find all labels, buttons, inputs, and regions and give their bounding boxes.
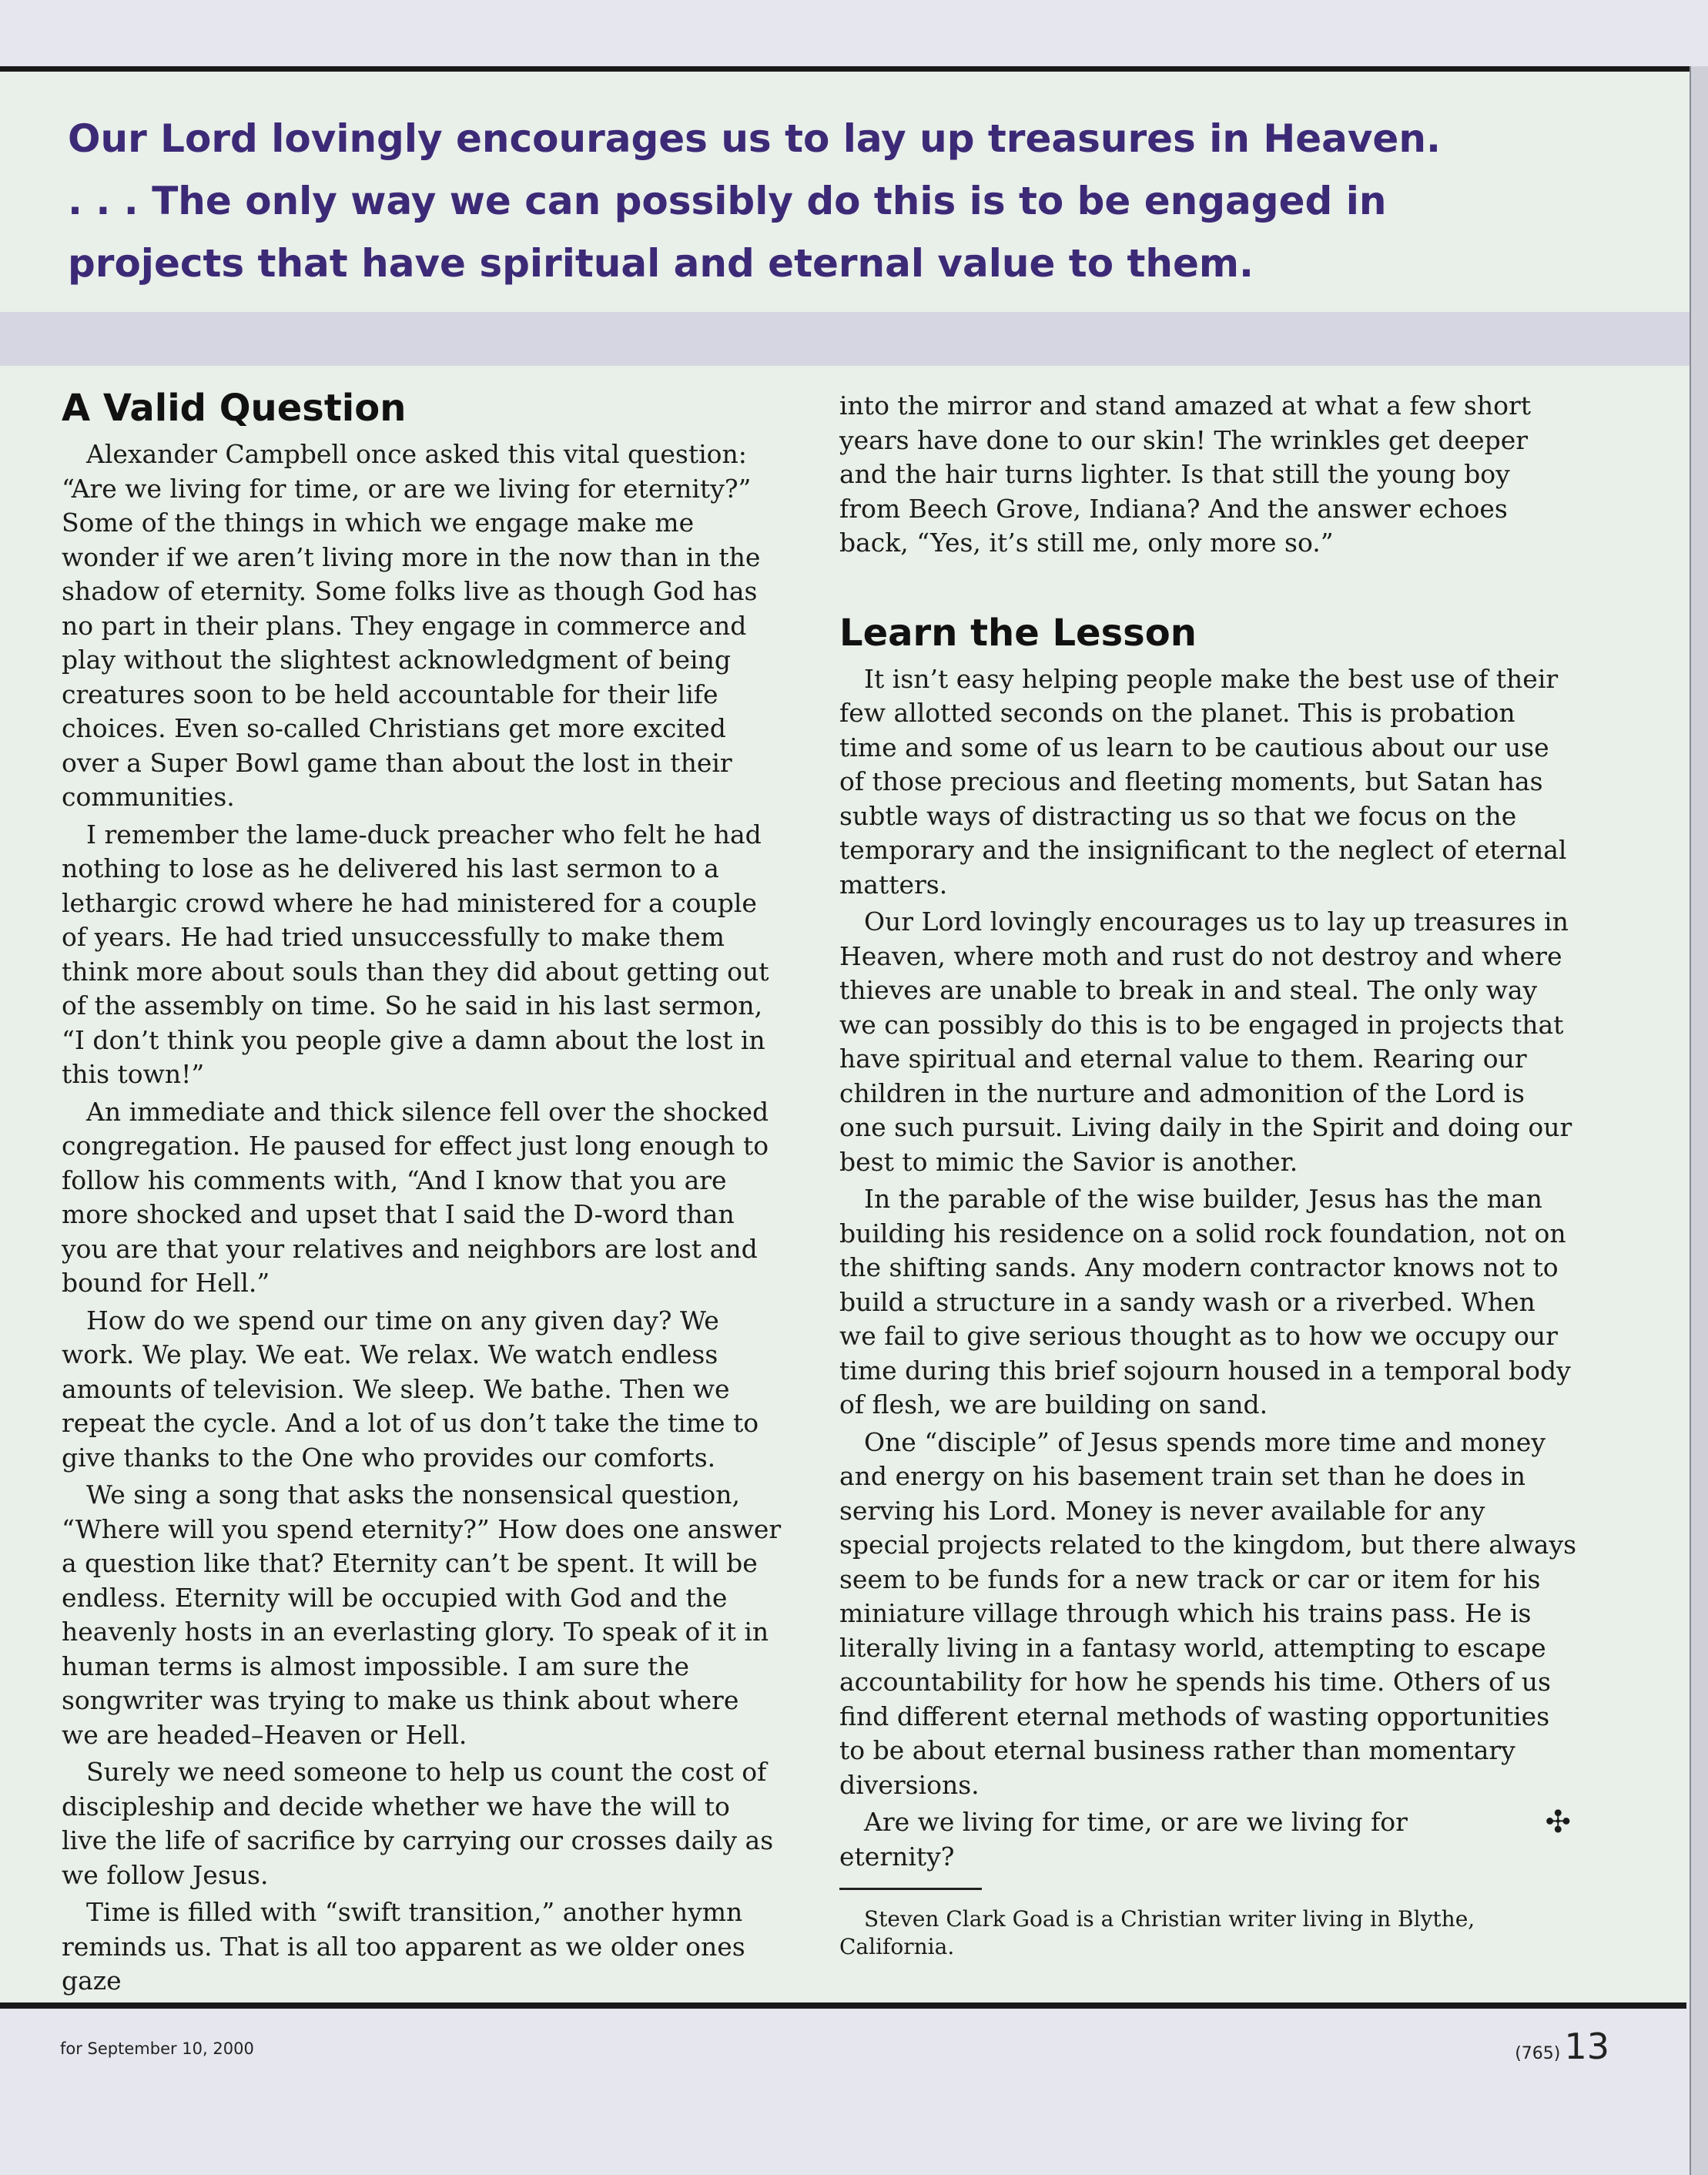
section-heading: A Valid Question bbox=[62, 387, 407, 430]
bio-divider bbox=[839, 1888, 982, 1890]
body-paragraph: We sing a song that asks the nonsensical question, “Where will you spend eternity?” How does one answer a question like that? Eternity can’t be spent. It will be endless. Eternity will be occupied with God and the heavenly hosts in an everlasting glory. To speak of it in human terms is almost impossible. I am sure the songwriter was trying to make us think about where we are headed–Heaven or Hell. bbox=[62, 1480, 782, 1750]
page-footer-number bbox=[1515, 2026, 1609, 2067]
body-paragraph: Alexander Campbell once asked this vital question: “Are we living for time, or are we living for eternity?” Some of the things in which we engage make me wonder if we aren’t living more in the now than in the shadow of eternity. Some folks live as though God has no part in their plans. They engage in commerce and play without the slightest acknowledgment of being creatures soon to be held accountable for their life choices. Even so-called Christians get more excited over a Super Bowl game than about the lost in their communities. bbox=[62, 439, 761, 812]
section-spacer bbox=[839, 564, 1579, 610]
section-heading: Learn the Lesson bbox=[839, 611, 1197, 655]
page-edge bbox=[1690, 66, 1708, 2175]
pull-quote-line: Our Lord lovingly encourages us to lay up treasures in Heaven. bbox=[68, 116, 1441, 161]
page-number: 13 bbox=[1564, 2026, 1609, 2067]
continued-paragraph: into the mirror and stand amazed at what a few short years have done to our skin! The wrinkles get deeper and the hair turns lighter. Is that still the young boy from Beech Grove, Indiana? And the answer echoes back, “Yes, it’s still me, only more so.” bbox=[839, 390, 1532, 558]
right-column bbox=[839, 389, 1579, 1964]
issue-date: for September 10, 2000 bbox=[60, 2039, 254, 2058]
issue-code: (765) bbox=[1515, 2044, 1561, 2063]
pull-quote-line: projects that have spiritual and eternal value to them. bbox=[68, 241, 1254, 286]
left-column bbox=[62, 385, 782, 2002]
body-paragraph: Surely we need someone to help us count the cost of discipleship and decide whether we have the will to live the life of sacrifice by carrying our crosses daily as we follow Jesus. bbox=[62, 1757, 774, 1890]
body-paragraph: It isn’t easy helping people make the best use of their few allotted seconds on the planet. This is probation time and some of us learn to be cautious about our use of those precious and fleeting moments, but Satan has subtle ways of distracting us so that we focus on the temporary and the insignificant to the neglect of eternal matters. bbox=[839, 663, 1567, 900]
closing-paragraph bbox=[839, 1805, 1579, 1874]
body-paragraph: Time is filled with “swift transition,” another hymn reminds us. That is all too apparent as we older ones gaze bbox=[62, 1897, 745, 1996]
decorative-band bbox=[0, 312, 1691, 366]
body-paragraph: I remember the lame-duck preacher who felt he had nothing to lose as he delivered his last sermon to a lethargic crowd where he had ministered for a couple of years. He had tried unsuccessfully to make them think more about souls than they did about getting out of the assembly on time. So he said in his last sermon, “I don’t think you people give a damn about the lost in this town!” bbox=[62, 819, 769, 1089]
body-paragraph: Our Lord lovingly encourages us to lay up treasures in Heaven, where moth and rust do not destroy and where thieves are unable to break in and steal. The only way we can possibly do this is to be engaged in projects that have spiritual and eternal value to them. Rearing our children in the nurture and admonition of the Lord is one such pursuit. Living daily in the Spirit and doing our best to mimic the Savior is another. bbox=[839, 907, 1572, 1177]
top-rule bbox=[0, 66, 1708, 72]
closing-text: Are we living for time, or are we living for eternity? bbox=[839, 1807, 1408, 1872]
end-mark-icon: ✣ bbox=[1545, 1805, 1571, 1840]
author-bio: Steven Clark Goad is a Christian writer living in Blythe, California. bbox=[839, 1906, 1475, 1959]
pull-quote bbox=[68, 108, 1608, 295]
body-paragraph: One “disciple” of Jesus spends more time and money and energy on his basement train set than he does in serving his Lord. Money is never available for any special projects related to the kingdom, but there always seem to be funds for a new track or car or item for his miniature village through which his trains pass. He is literally living in a fantasy world, attempting to escape accountability for how he spends his time. Others of us find different eternal methods of wasting opportunities to be about eternal business rather than momentary diversions. bbox=[839, 1426, 1577, 1800]
pull-quote-line: . . . The only way we can possibly do this is to be engaged in bbox=[68, 179, 1387, 223]
body-paragraph: An immediate and thick silence fell over the shocked congregation. He paused for effect just long enough to follow his comments with, “And I know that you are more shocked and upset that I said the D-word than you are that your relatives and neighbors are lost and bound for Hell.” bbox=[62, 1096, 769, 1298]
bottom-rule bbox=[0, 2002, 1686, 2009]
body-paragraph: In the parable of the wise builder, Jesus has the man building his residence on a solid rock foundation, not on the shifting sands. Any modern contractor knows not to build a structure in a sandy wash or a riverbed. When we fail to give serious thought as to how we occupy our time during this brief sojourn housed in a temporal body of flesh, we are building on sand. bbox=[839, 1184, 1571, 1419]
body-paragraph: How do we spend our time on any given day? We work. We play. We eat. We relax. We watch endless amounts of television. We sleep. We bathe. Then we repeat the cycle. And a lot of us don’t take the time to give thanks to the One who provides our comforts. bbox=[62, 1305, 759, 1473]
